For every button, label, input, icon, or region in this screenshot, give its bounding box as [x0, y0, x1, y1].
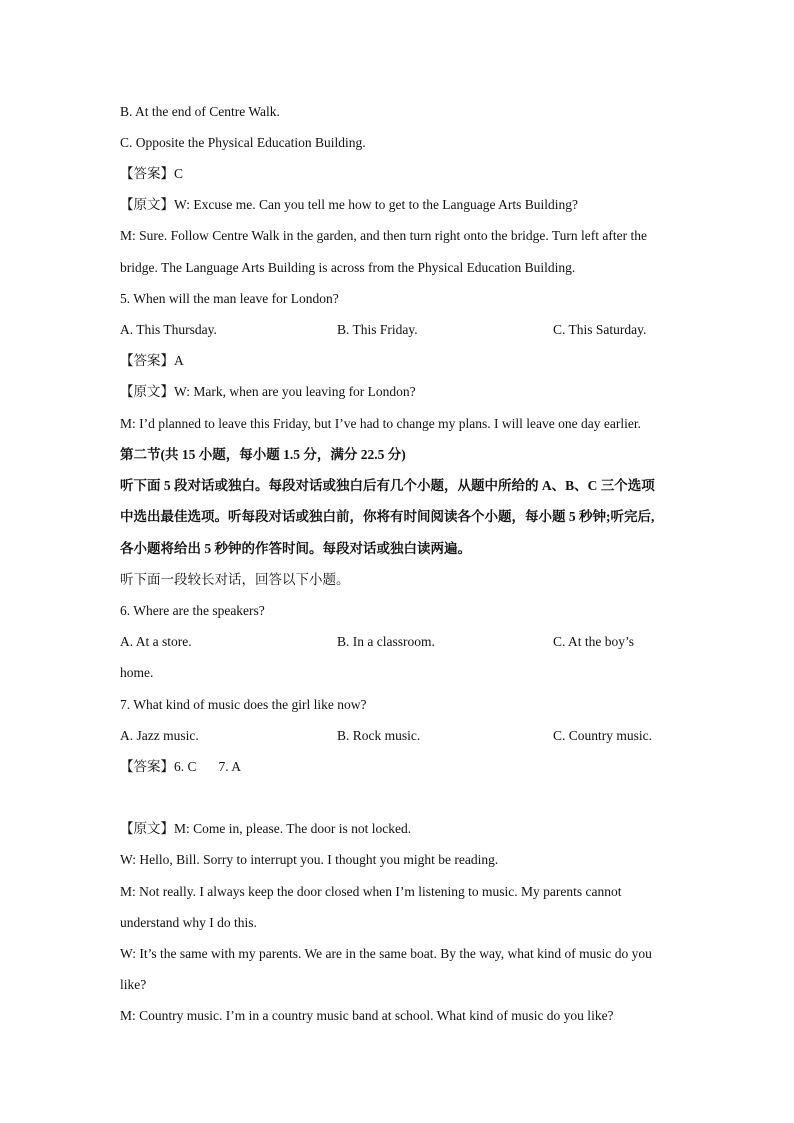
option-continuation: home.: [120, 665, 154, 680]
transcript-line: M: Not really. I always keep the door closed when I’m listening to music. My parents cannot: [120, 884, 622, 899]
transcript-line: 【原文】W: Mark, when are you leaving for London?: [120, 384, 416, 399]
q5-option-b: B. This Friday.: [337, 322, 418, 337]
transcript-line: understand why I do this.: [120, 915, 257, 930]
q7-option-b: B. Rock music.: [337, 728, 421, 743]
transcript-line: like?: [120, 977, 147, 992]
answer-6: 【答案】6. C: [120, 759, 197, 774]
transcript-line: M: I’d planned to leave this Friday, but I’ve had to change my plans. I will leave one day earlier.: [120, 416, 641, 431]
transcript-line: M: Country music. I’m in a country music band at school. What kind of music do you like?: [120, 1008, 614, 1023]
q6-option-b: B. In a classroom.: [337, 634, 435, 649]
section-heading: 第二节(共 15 小题，每小题 1.5 分，满分 22.5 分): [120, 447, 406, 462]
answer-line: 【答案】C: [120, 166, 184, 181]
transcript-line: 【原文】W: Excuse me. Can you tell me how to get to the Language Arts Building?: [120, 197, 579, 212]
transcript-line: bridge. The Language Arts Building is across from the Physical Education Building.: [120, 260, 576, 275]
instructions-line: 中选出最佳选项。听每段对话或独白前，你将有时间阅读各个小题，每小题 5 秒钟;听完后,: [120, 509, 655, 524]
q7-option-c: C. Country music.: [553, 728, 653, 743]
q5-option-a: A. This Thursday.: [120, 322, 217, 337]
q5-option-c: C. This Saturday.: [553, 322, 647, 337]
answer-7: 7. A: [218, 759, 242, 774]
answer-line: [120, 758, 241, 776]
answer-line: 【答案】A: [120, 353, 184, 368]
question-7: 7. What kind of music does the girl like now?: [120, 697, 367, 712]
option-line: B. At the end of Centre Walk.: [120, 104, 280, 119]
q6-option-a: A. At a store.: [120, 634, 192, 649]
question-5: 5. When will the man leave for London?: [120, 291, 339, 306]
transcript-line: M: Sure. Follow Centre Walk in the garden, and then turn right onto the bridge. Turn left after the: [120, 228, 647, 243]
transcript-line: W: It’s the same with my parents. We are in the same boat. By the way, what kind of music do you: [120, 946, 652, 961]
q6-option-c: C. At the boy’s: [553, 634, 635, 649]
instructions-line: 听下面 5 段对话或独白。每段对话或独白后有几个小题，从题中所给的 A、B、C 三个选项: [120, 478, 655, 493]
option-line: C. Opposite the Physical Education Building.: [120, 135, 366, 150]
question-6: 6. Where are the speakers?: [120, 603, 265, 618]
transcript-line: 【原文】M: Come in, please. The door is not locked.: [120, 821, 412, 836]
q7-option-a: A. Jazz music.: [120, 728, 199, 743]
transcript-line: W: Hello, Bill. Sorry to interrupt you. I thought you might be reading.: [120, 852, 499, 867]
instructions-line: 各小题将给出 5 秒钟的作答时间。每段对话或独白读两遍。: [120, 541, 471, 556]
listening-prompt: 听下面一段较长对话，回答以下小题。: [120, 572, 350, 587]
